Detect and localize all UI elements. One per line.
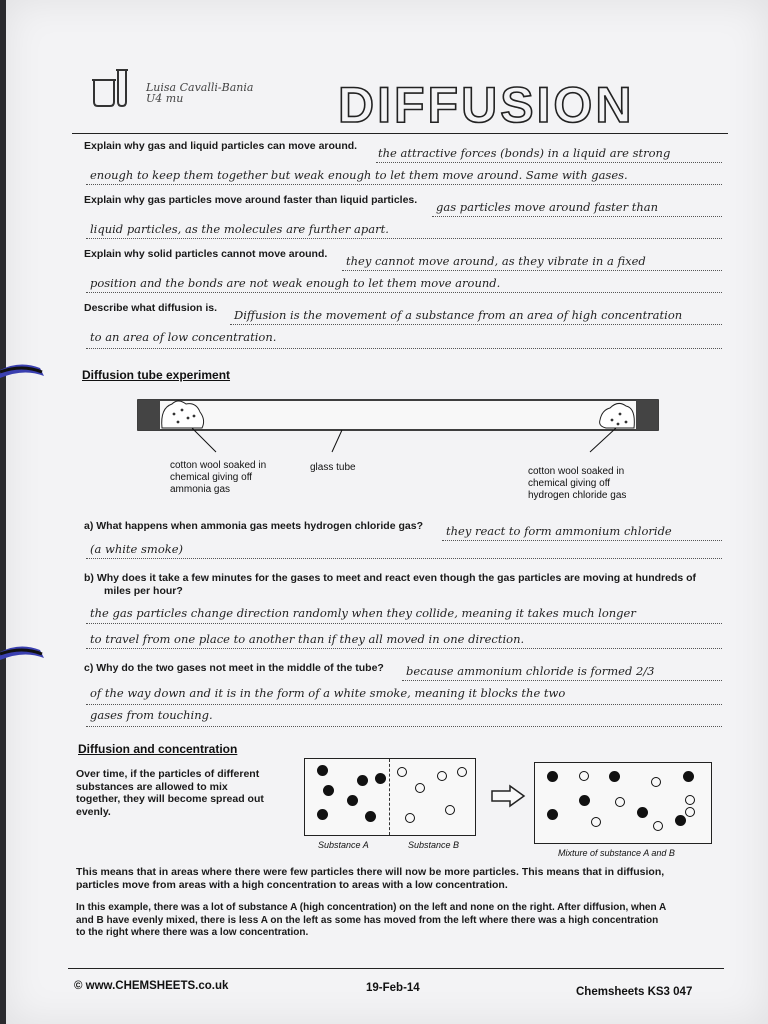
page-title xyxy=(332,72,724,134)
particle-b xyxy=(437,771,447,781)
concentration-paragraph-2: In this example, there was a lot of substance A (high concentration) on the left and none on the right. After diffusion, when A and B have evenly mixed, there is less A on the left as some has moved from the left where there was a high concentration to the right where there was a low concentration. xyxy=(76,902,667,938)
label-hcl-cotton: cotton wool soaked in chemical giving off hydrogen chloride gas xyxy=(528,466,627,501)
caption-substance-b: Substance B xyxy=(408,840,460,850)
page-title-text: DIFFUSION xyxy=(338,77,635,133)
question-b-answer-line-2: to travel from one place to another than if they all moved in one direction. xyxy=(90,632,525,646)
particle-a xyxy=(375,773,386,784)
particle-a xyxy=(547,809,558,820)
answer-rule xyxy=(86,648,722,649)
answer-rule xyxy=(432,216,722,217)
question-2-answer-line-1: gas particles move around faster than xyxy=(436,200,659,214)
question-3-prompt: Explain why solid particles cannot move around. xyxy=(84,248,328,260)
particle-b xyxy=(615,797,625,807)
particle-b xyxy=(457,767,467,777)
answer-rule xyxy=(86,348,722,349)
beaker-and-test-tube-icon xyxy=(88,66,136,108)
question-a-answer-line-2: (a white smoke) xyxy=(90,542,183,556)
divider-line xyxy=(389,759,390,835)
answer-rule xyxy=(86,558,722,559)
particle-b xyxy=(651,777,661,787)
question-1-answer-line-1: the attractive forces (bonds) in a liquid are strong xyxy=(378,146,671,160)
particle-b xyxy=(397,767,407,777)
particle-b xyxy=(405,813,415,823)
question-2-prompt: Explain why gas particles move around faster than liquid particles. xyxy=(84,194,418,206)
particle-a xyxy=(347,795,358,806)
answer-rule xyxy=(86,238,722,239)
concentration-intro: Over time, if the particles of different substances are allowed to mix together, they will become spread out evenly. xyxy=(76,768,264,818)
question-c-answer-line-2: of the way down and it is in the form of a white smoke, meaning it blocks the two xyxy=(90,686,566,700)
worksheet-page xyxy=(6,0,768,1024)
student-name: Luisa Cavalli-Bania U4 mu xyxy=(146,81,254,105)
question-c-answer-line-1: because ammonium chloride is formed 2/3 xyxy=(406,664,655,678)
answer-rule xyxy=(230,324,722,325)
footer-website: © www.CHEMSHEETS.co.uk xyxy=(74,980,229,992)
particle-a xyxy=(579,795,590,806)
footer-date: 19-Feb-14 xyxy=(366,982,420,994)
concentration-title: Diffusion and concentration xyxy=(78,742,238,756)
question-1-answer-line-2: enough to keep them together but weak enough to let them move around. Same with gases. xyxy=(90,168,628,182)
question-2-answer-line-2: liquid particles, as the molecules are further apart. xyxy=(90,222,389,236)
particle-a xyxy=(317,765,328,776)
question-b-answer-line-1: the gas particles change direction randomly when they collide, meaning it takes much longer xyxy=(90,606,636,620)
particle-a xyxy=(547,771,558,782)
question-4-answer-line-1: Diffusion is the movement of a substance from an area of high concentration xyxy=(234,308,683,322)
particle-b xyxy=(591,817,601,827)
right-arrow-icon xyxy=(490,784,526,808)
experiment-title: Diffusion tube experiment xyxy=(82,368,231,382)
particle-b xyxy=(445,805,455,815)
particle-b xyxy=(415,783,425,793)
answer-rule xyxy=(86,704,722,705)
question-c-answer-line-3: gases from touching. xyxy=(90,708,213,722)
answer-rule xyxy=(376,162,722,163)
answer-rule xyxy=(402,680,722,681)
mixture-box xyxy=(534,762,712,844)
question-a-prompt: a) What happens when ammonia gas meets hydrogen chloride gas? xyxy=(84,520,423,532)
binder-ring-icon xyxy=(0,638,50,668)
particle-a xyxy=(637,807,648,818)
answer-rule xyxy=(442,540,722,541)
footer-code: Chemsheets KS3 047 xyxy=(576,986,693,998)
answer-rule xyxy=(86,623,722,624)
label-glass-tube: glass tube xyxy=(310,462,356,473)
header-rule xyxy=(72,133,728,134)
caption-substance-a: Substance A xyxy=(318,840,369,850)
diffusion-tube-diagram xyxy=(130,394,666,454)
answer-rule xyxy=(86,292,722,293)
question-4-prompt: Describe what diffusion is. xyxy=(84,302,218,314)
particle-b xyxy=(685,795,695,805)
particle-a xyxy=(683,771,694,782)
footer-rule xyxy=(68,968,724,969)
binder-ring-icon xyxy=(0,356,50,386)
particle-a xyxy=(357,775,368,786)
substances-separated-box xyxy=(304,758,476,836)
question-b-prompt: b) Why does it take a few minutes for the gases to meet and react even though the gas particles are moving at hundreds of xyxy=(84,572,697,584)
answer-rule xyxy=(86,726,722,727)
question-3-answer-line-1: they cannot move around, as they vibrate in a fixed xyxy=(346,254,646,268)
particle-a xyxy=(323,785,334,796)
particle-b xyxy=(653,821,663,831)
particle-a xyxy=(609,771,620,782)
answer-rule xyxy=(342,270,722,271)
label-ammonia-cotton: cotton wool soaked in chemical giving off ammonia gas xyxy=(170,460,267,495)
particle-a xyxy=(317,809,328,820)
question-1-prompt: Explain why gas and liquid particles can move around. xyxy=(84,140,358,152)
caption-mixture: Mixture of substance A and B xyxy=(558,848,675,858)
question-c-prompt: c) Why do the two gases not meet in the middle of the tube? xyxy=(84,662,384,674)
concentration-paragraph-1: This means that in areas where there were few particles there will now be more particles. This means that in diffusion, particles move from areas with a high concentration to areas with a low concentration. xyxy=(76,866,665,891)
particle-a xyxy=(675,815,686,826)
question-3-answer-line-2: position and the bonds are not weak enough to let them move around. xyxy=(90,276,501,290)
question-4-answer-line-2: to an area of low concentration. xyxy=(90,330,277,344)
question-b-prompt-line-2: miles per hour? xyxy=(104,585,183,597)
particle-b xyxy=(579,771,589,781)
particle-a xyxy=(365,811,376,822)
particle-b xyxy=(685,807,695,817)
answer-rule xyxy=(86,184,722,185)
question-a-answer-line-1: they react to form ammonium chloride xyxy=(446,524,672,538)
